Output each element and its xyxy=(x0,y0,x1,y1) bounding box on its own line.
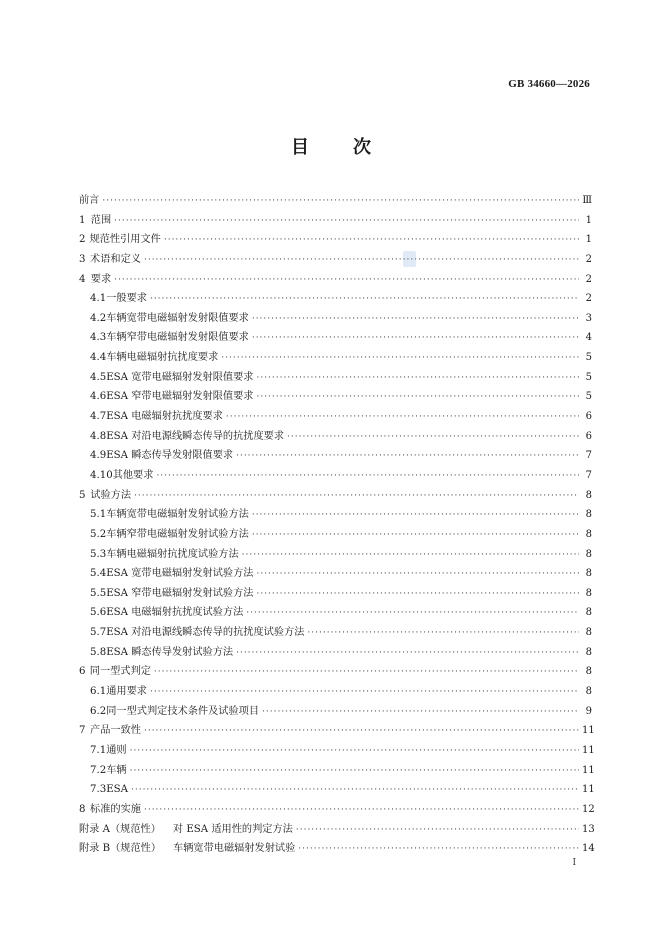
toc-entry-number: 4.7 xyxy=(90,411,107,423)
toc-entry-number: 4.10 xyxy=(90,469,113,481)
toc-entry-page: 12 xyxy=(582,803,595,815)
toc-entry[interactable] xyxy=(79,584,592,604)
toc-entry-page: 7 xyxy=(585,450,592,462)
dot-leader xyxy=(221,349,579,369)
toc-entry-title: 对 ESA 适用性的判定方法 xyxy=(172,823,293,835)
toc-entry[interactable] xyxy=(79,191,592,211)
toc-entry[interactable] xyxy=(79,270,592,290)
toc-entry[interactable] xyxy=(79,564,592,584)
dot-leader xyxy=(236,644,579,664)
toc-entry-number: 7.3 xyxy=(90,784,107,796)
toc-entry-page: 5 xyxy=(585,352,592,364)
toc-entry[interactable] xyxy=(79,702,592,722)
toc-entry-page: 11 xyxy=(582,744,595,756)
toc-entry-number: 附录 B（规范性） xyxy=(79,843,162,855)
dot-leader xyxy=(144,251,579,271)
dot-leader xyxy=(130,762,579,782)
toc-entry-title: ESA 电磁辐射抗扰度试验方法 xyxy=(106,607,244,619)
dot-leader xyxy=(114,271,579,291)
toc-entry-title: 范围 xyxy=(90,214,112,226)
toc-entry[interactable] xyxy=(79,466,592,486)
toc-entry-number: 7 xyxy=(79,725,86,737)
toc-entry[interactable] xyxy=(79,427,592,447)
toc-entry-number: 8 xyxy=(79,803,86,815)
page-title xyxy=(0,133,662,159)
dot-leader xyxy=(226,408,579,428)
toc-entry[interactable] xyxy=(79,505,592,525)
toc-entry-number: 4.6 xyxy=(90,391,107,403)
toc-entry-number: 5 xyxy=(79,489,86,501)
toc-entry[interactable] xyxy=(79,486,592,506)
dot-leader xyxy=(164,231,579,251)
toc-entry-title: 同一型式判定技术条件及试验项目 xyxy=(106,705,260,717)
toc-entry[interactable] xyxy=(79,820,595,840)
toc-entry[interactable] xyxy=(79,525,592,545)
toc-entry-page: 11 xyxy=(582,764,595,776)
toc-entry-title: 前言 xyxy=(79,195,100,206)
toc-entry[interactable] xyxy=(79,407,592,427)
toc-entry-title: 车辆宽带电磁辐射发射限值要求 xyxy=(106,312,249,324)
dot-leader xyxy=(134,487,579,507)
toc-entry-page: 4 xyxy=(585,332,592,344)
toc-entry[interactable] xyxy=(79,545,592,565)
toc-entry-number: 4.3 xyxy=(90,332,107,344)
dot-leader xyxy=(131,781,579,801)
toc-entry-page: 2 xyxy=(585,273,592,285)
toc-entry-title: ESA 对沿电源线瞬态传导的抗扰度试验方法 xyxy=(106,627,305,639)
toc-entry-number: 1 xyxy=(79,214,86,226)
dot-leader xyxy=(236,447,579,467)
toc-entry[interactable] xyxy=(79,741,595,761)
toc-entry[interactable] xyxy=(79,230,592,250)
toc-entry-page: Ⅲ xyxy=(582,195,592,206)
toc-entry[interactable] xyxy=(79,211,592,231)
toc-entry[interactable] xyxy=(79,682,592,702)
toc-entry-page: 2 xyxy=(585,253,592,265)
toc-entry-page: 5 xyxy=(585,391,592,403)
toc-entry[interactable] xyxy=(79,623,592,643)
toc-entry-title: ESA 电磁辐射抗扰度要求 xyxy=(106,411,223,423)
toc-entry[interactable] xyxy=(79,721,595,741)
toc-entry[interactable] xyxy=(79,643,592,663)
toc-entry-number: 6.2 xyxy=(90,705,107,717)
toc-entry-title: 产品一致性 xyxy=(90,725,141,737)
toc-entry-page: 2 xyxy=(585,293,592,305)
toc-entry-number: 5.3 xyxy=(90,548,107,560)
title-char-left: 目 xyxy=(291,137,309,158)
dot-leader xyxy=(252,329,579,349)
toc-entry-number: 4.4 xyxy=(90,352,107,364)
toc-entry-page: 8 xyxy=(585,686,592,698)
dot-leader xyxy=(246,604,579,624)
dot-leader xyxy=(298,840,579,860)
table-of-contents xyxy=(79,191,595,859)
title-char-right: 次 xyxy=(353,137,371,158)
dot-leader xyxy=(252,526,579,546)
dot-leader xyxy=(256,388,579,408)
toc-entry-page: 6 xyxy=(585,430,592,442)
toc-entry-page: 11 xyxy=(582,725,595,737)
toc-entry-title: 规范性引用文件 xyxy=(89,234,161,246)
dot-leader xyxy=(150,683,579,703)
toc-entry-title: ESA 瞬态传导发射试验方法 xyxy=(106,646,234,658)
dot-leader xyxy=(296,821,579,841)
toc-entry-page: 8 xyxy=(585,627,592,639)
toc-entry-page: 8 xyxy=(585,666,592,678)
toc-entry-number: 4 xyxy=(79,273,86,285)
toc-entry-number: 6.1 xyxy=(90,686,107,698)
dot-leader xyxy=(256,369,579,389)
toc-entry-title: 术语和定义 xyxy=(90,253,141,265)
toc-entry[interactable] xyxy=(79,309,592,329)
toc-entry-title: 试验方法 xyxy=(90,489,132,501)
toc-entry-number: 4.5 xyxy=(90,371,107,383)
dot-leader xyxy=(102,192,579,212)
toc-entry-page: 8 xyxy=(585,509,592,521)
toc-entry-page: 8 xyxy=(585,607,592,619)
dot-leader xyxy=(144,801,579,821)
toc-entry-page: 8 xyxy=(585,568,592,580)
toc-entry-page: 14 xyxy=(582,843,595,855)
toc-entry-page: 13 xyxy=(582,823,595,835)
toc-entry-page: 9 xyxy=(585,705,592,717)
toc-entry[interactable] xyxy=(79,289,592,309)
toc-entry-number: 7.1 xyxy=(90,744,107,756)
toc-entry-title: ESA xyxy=(106,784,128,796)
toc-entry-title: ESA 宽带电磁辐射发射限值要求 xyxy=(106,371,254,383)
toc-entry[interactable] xyxy=(79,368,592,388)
toc-entry-title: 车辆宽带电磁辐射发射试验方法 xyxy=(106,509,249,521)
toc-entry-title: 车辆电磁辐射抗扰度试验方法 xyxy=(106,548,239,560)
toc-entry-title: 车辆 xyxy=(106,764,127,776)
toc-entry-title: ESA 瞬态传导发射限值要求 xyxy=(106,450,234,462)
toc-entry-page: 8 xyxy=(585,646,592,658)
toc-entry-title: 车辆窄带电磁辐射发射限值要求 xyxy=(106,332,249,344)
toc-entry[interactable] xyxy=(79,662,592,682)
toc-entry-number: 4.1 xyxy=(90,293,107,305)
dot-leader xyxy=(144,722,579,742)
dot-leader xyxy=(262,703,579,723)
toc-entry-title: 车辆电磁辐射抗扰度要求 xyxy=(106,352,219,364)
toc-entry[interactable] xyxy=(79,800,595,820)
dot-leader xyxy=(156,467,579,487)
toc-entry-page: 8 xyxy=(585,528,592,540)
dot-leader xyxy=(256,565,579,585)
toc-entry-page: 6 xyxy=(585,411,592,423)
toc-entry-number: 附录 A（规范性） xyxy=(79,823,161,835)
dot-leader xyxy=(252,506,579,526)
toc-entry-title: ESA 窄带电磁辐射发射限值要求 xyxy=(106,391,254,403)
toc-entry-page: 8 xyxy=(585,489,592,501)
toc-entry-number: 5.5 xyxy=(90,587,107,599)
dot-leader xyxy=(287,428,579,448)
dot-leader xyxy=(252,310,579,330)
toc-entry-title: 其他要求 xyxy=(112,469,154,481)
dot-leader xyxy=(130,742,579,762)
toc-entry-number: 5.6 xyxy=(90,607,107,619)
toc-entry-number: 3 xyxy=(79,253,86,265)
footer-page-number: I xyxy=(572,858,576,868)
toc-entry-number: 5.2 xyxy=(90,528,107,540)
toc-entry[interactable] xyxy=(79,603,592,623)
toc-entry-number: 5.4 xyxy=(90,568,107,580)
toc-entry[interactable] xyxy=(79,387,592,407)
toc-entry-number: 6 xyxy=(79,666,86,678)
dot-leader xyxy=(114,212,579,232)
dot-leader xyxy=(150,290,579,310)
toc-entry-title: 通则 xyxy=(106,744,127,756)
toc-entry-number: 2 xyxy=(79,234,86,246)
toc-entry-title: 一般要求 xyxy=(106,293,147,305)
toc-entry-number: 7.2 xyxy=(90,764,107,776)
toc-entry-number: 5.8 xyxy=(90,646,107,658)
document-code: GB 34660—2026 xyxy=(508,78,590,90)
dot-leader xyxy=(242,546,579,566)
toc-entry[interactable] xyxy=(79,250,592,270)
toc-entry[interactable] xyxy=(79,348,592,368)
toc-entry-page: 11 xyxy=(582,784,595,796)
dot-leader xyxy=(256,585,579,605)
toc-entry-title: 同一型式判定 xyxy=(89,666,151,678)
toc-entry-title: 车辆窄带电磁辐射发射试验方法 xyxy=(106,528,249,540)
toc-entry-page: 5 xyxy=(585,371,592,383)
dot-leader xyxy=(154,663,579,683)
toc-entry-number: 4.2 xyxy=(90,312,107,324)
toc-entry-title: ESA 窄带电磁辐射发射试验方法 xyxy=(106,587,254,599)
toc-entry-number: 4.9 xyxy=(90,450,107,462)
toc-entry[interactable] xyxy=(79,446,592,466)
toc-entry[interactable] xyxy=(79,780,595,800)
toc-entry-title: 通用要求 xyxy=(106,686,147,698)
toc-entry-page: 7 xyxy=(585,469,592,481)
toc-entry-number: 5.1 xyxy=(90,509,107,521)
toc-entry[interactable] xyxy=(79,839,595,859)
toc-entry-number: 4.8 xyxy=(90,430,107,442)
toc-entry-page: 8 xyxy=(585,587,592,599)
toc-entry[interactable] xyxy=(79,761,595,781)
toc-entry-page: 3 xyxy=(585,312,592,324)
toc-entry-page: 1 xyxy=(585,214,592,226)
toc-entry-title: ESA 宽带电磁辐射发射试验方法 xyxy=(106,568,254,580)
dot-leader xyxy=(307,624,579,644)
toc-entry[interactable] xyxy=(79,328,592,348)
toc-entry-title: 标准的实施 xyxy=(90,803,141,815)
toc-entry-title: 要求 xyxy=(90,273,112,285)
toc-entry-title: ESA 对沿电源线瞬态传导的抗扰度要求 xyxy=(106,430,285,442)
toc-entry-page: 8 xyxy=(585,548,592,560)
toc-entry-page: 1 xyxy=(585,234,592,246)
toc-entry-number: 5.7 xyxy=(90,627,107,639)
toc-entry-title: 车辆宽带电磁辐射发射试验 xyxy=(173,843,296,855)
